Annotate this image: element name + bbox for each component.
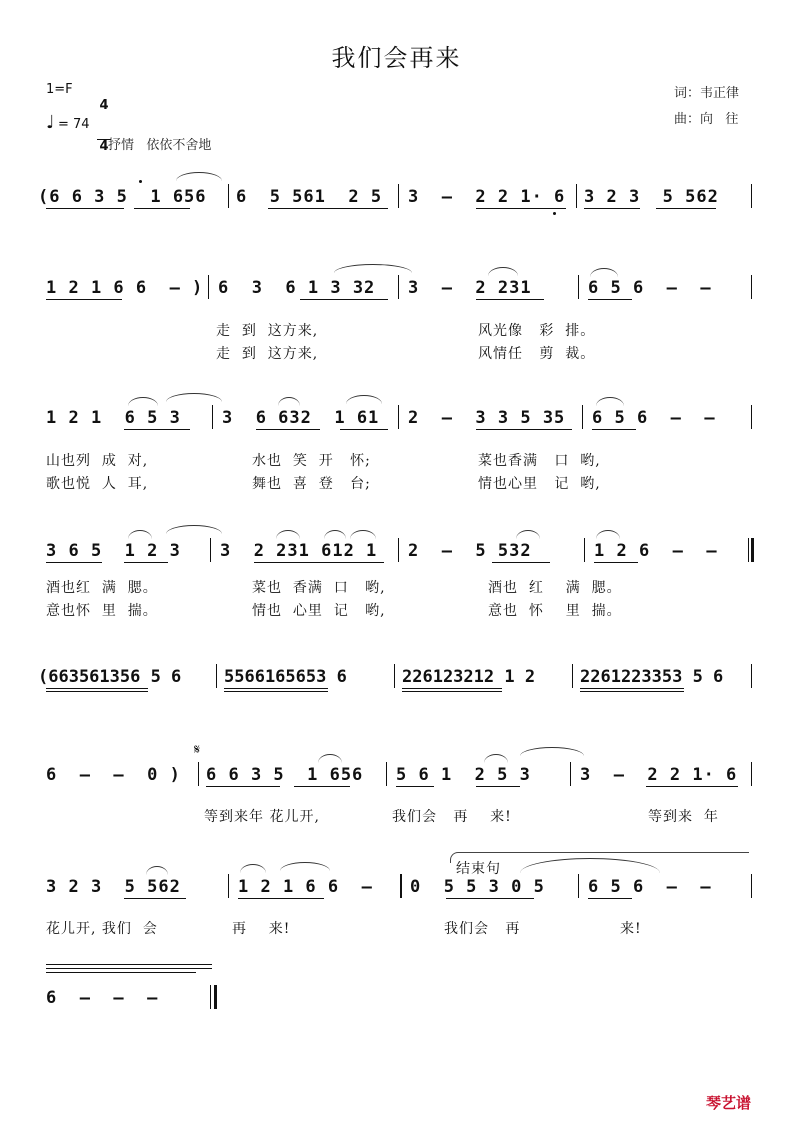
measure: (6 6 3 5 1 656: [38, 187, 207, 207]
measure: 6 5 6 – –: [588, 278, 712, 298]
brand-logo: 琴艺谱: [706, 1094, 752, 1112]
measure: 6 5 6 – –: [588, 877, 712, 897]
measure: 3 2 3 5 562: [46, 877, 181, 897]
beam-underline: [588, 299, 632, 300]
measure: 3 – 2 2 1· 6: [408, 187, 566, 207]
barline: [228, 184, 229, 208]
barline: [748, 538, 749, 562]
measure: 3 6 632 1 61: [222, 408, 380, 428]
barline: [398, 184, 399, 208]
lyric-verse-1: 水也 笑 开 怀;: [252, 453, 371, 469]
beam-underline: [580, 688, 684, 689]
slur: [596, 397, 624, 406]
beam-underline: [256, 429, 320, 430]
time-signature-bottom: 4: [97, 139, 111, 153]
slur: [488, 267, 518, 276]
barline: [751, 275, 752, 299]
barline: [386, 762, 387, 786]
beam-underline: [224, 688, 328, 689]
measure: 5 6 1 2 5 3: [396, 765, 531, 785]
slur: [596, 530, 620, 539]
barline: [398, 405, 399, 429]
time-signature-top: 4: [99, 98, 109, 113]
beam-underline: [656, 208, 716, 209]
barline: [578, 874, 579, 898]
barline: [578, 275, 579, 299]
beam-underline: [134, 208, 190, 209]
lyric-verse-1: 菜也香满 口 哟,: [478, 453, 601, 469]
beam-underline: [646, 786, 738, 787]
beam-underline: [476, 786, 520, 787]
coda-line: [46, 964, 212, 965]
beam-underline: [294, 786, 350, 787]
slur: [350, 530, 376, 539]
barline: [208, 275, 209, 299]
beam-underline: [402, 691, 502, 692]
lyric-verse-2: 歌也悦 人 耳,: [46, 476, 149, 492]
measure: 1 2 1 6 6 – ): [46, 278, 204, 298]
slur: [176, 172, 222, 181]
slur: [334, 264, 412, 273]
lyric-verse-1: 花儿开, 我们 会: [46, 921, 158, 937]
beam-underline: [46, 691, 148, 692]
coda-line: [46, 968, 212, 969]
barline: [394, 664, 395, 688]
lyric-verse-1: 风光像 彩 排。: [478, 323, 596, 339]
barline: [228, 874, 229, 898]
slur: [520, 747, 584, 756]
final-barline-thick: [214, 985, 217, 1009]
lyric-verse-2: 情也 心里 记 哟,: [252, 603, 386, 619]
beam-underline: [446, 898, 534, 899]
measure: 3 2 3 5 562: [584, 187, 719, 207]
measure: 6 – – 0 ): [46, 765, 181, 785]
barline: [212, 405, 213, 429]
lyric-verse-1: 等到来年 花儿开,: [204, 809, 320, 825]
lyric-verse-1: 菜也 香满 口 哟,: [252, 580, 386, 596]
beam-underline: [594, 562, 638, 563]
measure: 2 – 3 3 5 35: [408, 408, 566, 428]
barline: [198, 762, 199, 786]
beam-underline: [46, 208, 124, 209]
coda-line: [46, 972, 196, 973]
slur: [590, 268, 618, 277]
barline: [751, 664, 752, 688]
measure: 6 5 561 2 5: [236, 187, 383, 207]
expression-marking: 抒情 依依不舍地: [108, 138, 212, 153]
measure: (663561356 5 6: [38, 667, 182, 687]
barline: [210, 538, 211, 562]
barline: [751, 405, 752, 429]
lyric-verse-1: 等到来 年: [648, 809, 719, 825]
measure: 3 – 2 2 1· 6: [580, 765, 738, 785]
lyric-verse-1: 酒也红 满 腮。: [46, 580, 158, 596]
measure: 2261223353 5 6: [580, 667, 724, 687]
octave-dot: [139, 180, 142, 183]
lyric-verse-2: 意也 怀 里 揣。: [488, 603, 622, 619]
beam-underline: [206, 786, 280, 787]
lyric-verse-1: 走 到 这方来,: [216, 323, 319, 339]
beam-underline: [396, 786, 434, 787]
lyric-verse-1: 再 来!: [232, 921, 291, 937]
beam-underline: [46, 299, 122, 300]
beam-underline: [124, 562, 168, 563]
segno-icon: 𝄋: [194, 742, 201, 758]
beam-underline: [476, 208, 566, 209]
measure: 2 – 5 532: [408, 541, 532, 561]
beam-underline: [580, 691, 684, 692]
lyric-verse-1: 来!: [620, 921, 642, 937]
lyric-verse-2: 风情任 剪 裁。: [478, 346, 596, 362]
repeat-start-barline: [400, 874, 402, 898]
slur: [516, 530, 540, 539]
beam-underline: [476, 429, 572, 430]
beam-underline: [592, 429, 636, 430]
beam-underline: [46, 688, 148, 689]
beam-underline: [254, 562, 384, 563]
measure: 3 6 5 1 2 3: [46, 541, 181, 561]
lyric-verse-2: 走 到 这方来,: [216, 346, 319, 362]
slur: [128, 397, 158, 406]
beam-underline: [584, 208, 640, 209]
lyric-verse-2: 情也心里 记 哟,: [478, 476, 601, 492]
measure: 6 3 6 1 3 32: [218, 278, 376, 298]
beam-underline: [492, 562, 550, 563]
repeat-end-barline: [751, 538, 754, 562]
slur: [276, 530, 300, 539]
slur: [280, 862, 330, 871]
beam-underline: [300, 299, 388, 300]
barline: [751, 762, 752, 786]
barline: [572, 664, 573, 688]
barline: [398, 538, 399, 562]
barline: [582, 405, 583, 429]
slur: [166, 393, 222, 402]
composer: 曲：向 往: [674, 112, 739, 127]
beam-underline: [224, 691, 328, 692]
key-signature: 1=F: [46, 82, 73, 97]
beam-underline: [476, 299, 544, 300]
measure: 226123212 1 2: [402, 667, 536, 687]
barline: [216, 664, 217, 688]
measure: 6 5 6 – –: [592, 408, 716, 428]
measure: 5566165653 6: [224, 667, 347, 687]
slur: [484, 754, 508, 763]
barline: [751, 874, 752, 898]
measure: 1 2 1 6 6 –: [238, 877, 373, 897]
beam-underline: [46, 562, 102, 563]
final-barline: [210, 985, 211, 1009]
lyricist: 词：韦正律: [674, 86, 740, 101]
beam-underline: [124, 898, 186, 899]
beam-underline: [588, 898, 632, 899]
measure: 1 2 1 6 5 3: [46, 408, 181, 428]
measure: 1 2 6 – –: [594, 541, 718, 561]
song-title: 我们会再来: [331, 44, 462, 72]
slur: [346, 395, 382, 404]
measure: 0 5 5 3 0 5: [410, 877, 545, 897]
lyric-verse-1: 山也列 成 对,: [46, 453, 149, 469]
lyric-verse-1: 我们会 再: [444, 921, 521, 937]
slur: [278, 397, 300, 406]
measure: 3 – 2 231: [408, 278, 532, 298]
lyric-verse-1: 我们会 再 来!: [392, 809, 512, 825]
coda-label: 结束句: [456, 858, 501, 878]
slur: [146, 866, 168, 875]
tempo-marking: = 74: [58, 117, 90, 132]
quarter-note-icon: ♩: [46, 112, 55, 133]
octave-dot: [553, 212, 556, 215]
beam-underline: [268, 208, 388, 209]
lyric-verse-1: 酒也 红 满 腮。: [488, 580, 622, 596]
beam-underline: [238, 898, 324, 899]
measure: 3 2 231 612 1: [220, 541, 378, 561]
measure: 6 6 3 5 1 656: [206, 765, 364, 785]
barline: [576, 184, 577, 208]
lyric-verse-2: 意也怀 里 揣。: [46, 603, 158, 619]
barline: [398, 275, 399, 299]
slur: [240, 864, 266, 873]
barline: [570, 762, 571, 786]
measure: 6 – – –: [46, 988, 159, 1008]
slur: [166, 525, 222, 534]
beam-underline: [340, 429, 388, 430]
barline: [584, 538, 585, 562]
lyric-verse-2: 舞也 喜 登 台;: [252, 476, 371, 492]
slur: [324, 530, 346, 539]
beam-underline: [402, 688, 502, 689]
slur: [318, 754, 342, 763]
barline: [751, 184, 752, 208]
beam-underline: [124, 429, 190, 430]
slur: [128, 530, 152, 539]
